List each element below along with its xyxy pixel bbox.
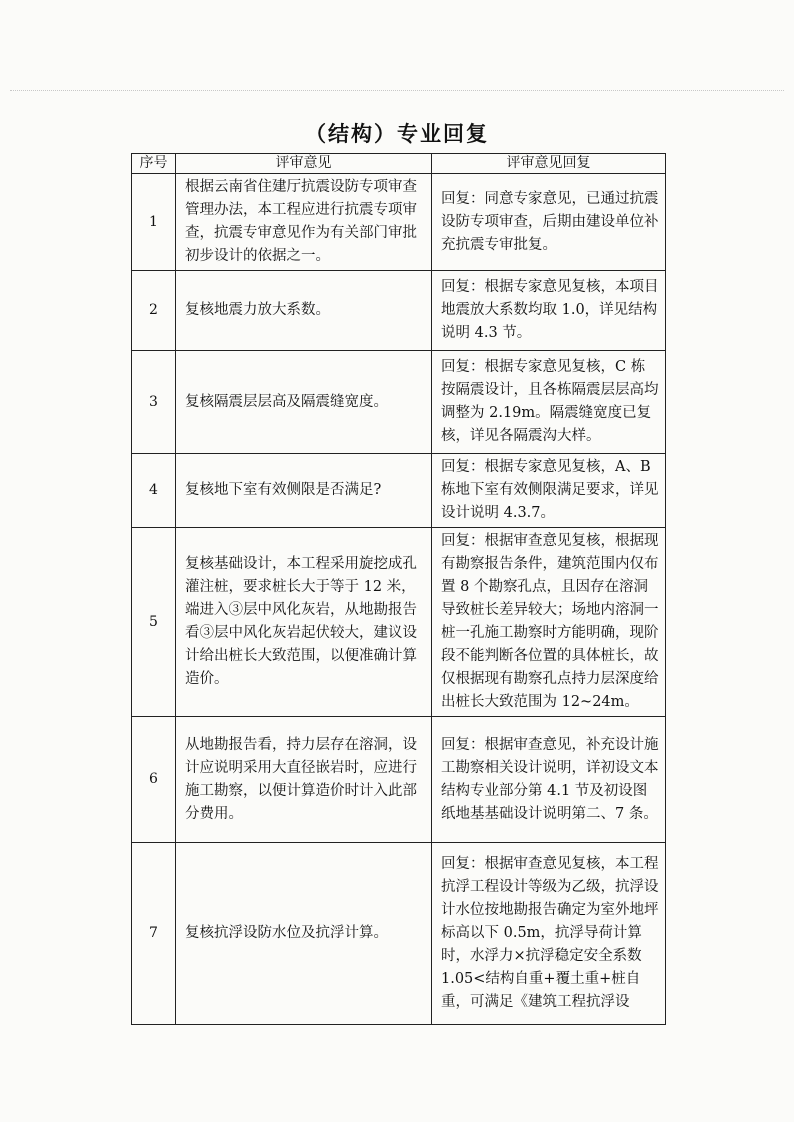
review-reply: 回复：根据审查意见复核，本工程抗浮工程设计等级为乙级，抗浮设计水位按地勘报告确定为室外地坪标高以下 0.5m，抗浮导荷计算时，水浮力×抗浮稳定安全系数 1.05<结构自重+覆土重+桩自重，可满足《建筑工程抗浮设	[432, 843, 666, 1025]
review-opinion: 根据云南省住建厅抗震设防专项审查管理办法，本工程应进行抗震专项审查，抗震专审意见作为有关部门审批初步设计的依据之一。	[176, 174, 432, 271]
row-number: 2	[132, 271, 176, 351]
scan-edge-dotted-line	[10, 90, 784, 91]
review-opinion: 复核抗浮设防水位及抗浮计算。	[176, 843, 432, 1025]
review-opinion: 复核地震力放大系数。	[176, 271, 432, 351]
review-opinion: 复核隔震层层高及隔震缝宽度。	[176, 351, 432, 454]
row-number: 3	[132, 351, 176, 454]
table-row	[132, 717, 666, 843]
table-row	[132, 843, 666, 1025]
review-opinion: 从地勘报告看，持力层存在溶洞，设计应说明采用大直径嵌岩时，应进行施工勘察，以便计算造价时计入此部分费用。	[176, 717, 432, 843]
row-number: 7	[132, 843, 176, 1025]
table-row	[132, 351, 666, 454]
review-reply: 回复：根据专家意见复核，本项目地震放大系数均取 1.0，详见结构说明 4.3 节。	[432, 271, 666, 351]
review-opinion: 复核地下室有效侧限是否满足?	[176, 454, 432, 528]
review-reply: 回复：根据审查意见复核，根据现有勘察报告条件，建筑范围内仅布置 8 个勘察孔点，且因存在溶洞导致桩长差异较大；场地内溶洞一桩一孔施工勘察时方能明确，现阶段不能判断各位置的具体桩长，故仅根据现有勘察孔点持力层深度给出桩长大致范围为 12~24m。	[432, 528, 666, 717]
table-row	[132, 454, 666, 528]
review-reply: 回复：根据审查意见，补充设计施工勘察相关设计说明，详初设文本结构专业部分第 4.1 节及初设图纸地基基础设计说明第二、7 条。	[432, 717, 666, 843]
header-opinion: 评审意见	[176, 154, 432, 174]
table-header-row	[132, 154, 666, 174]
header-no: 序号	[132, 154, 176, 174]
review-reply: 回复：根据专家意见复核，C 栋按隔震设计，且各栋隔震层层高均调整为 2.19m。隔震缝宽度已复核，详见各隔震沟大样。	[432, 351, 666, 454]
table-row	[132, 174, 666, 271]
header-reply: 评审意见回复	[432, 154, 666, 174]
page-title: （结构）专业回复	[305, 122, 489, 146]
table-row	[132, 271, 666, 351]
review-opinion: 复核基础设计，本工程采用旋挖成孔灌注桩，要求桩长大于等于 12 米，端进入③层中风化灰岩，从地勘报告看③层中风化灰岩起伏较大，建议设计给出桩长大致范围，以便准确计算造价。	[176, 528, 432, 717]
row-number: 4	[132, 454, 176, 528]
review-reply: 回复：根据专家意见复核，A、B 栋地下室有效侧限满足要求，详见设计说明 4.3.7。	[432, 454, 666, 528]
table-row	[132, 528, 666, 717]
row-number: 5	[132, 528, 176, 717]
row-number: 1	[132, 174, 176, 271]
review-reply-table	[131, 153, 666, 1025]
review-reply: 回复：同意专家意见，已通过抗震设防专项审查，后期由建设单位补充抗震专审批复。	[432, 174, 666, 271]
row-number: 6	[132, 717, 176, 843]
